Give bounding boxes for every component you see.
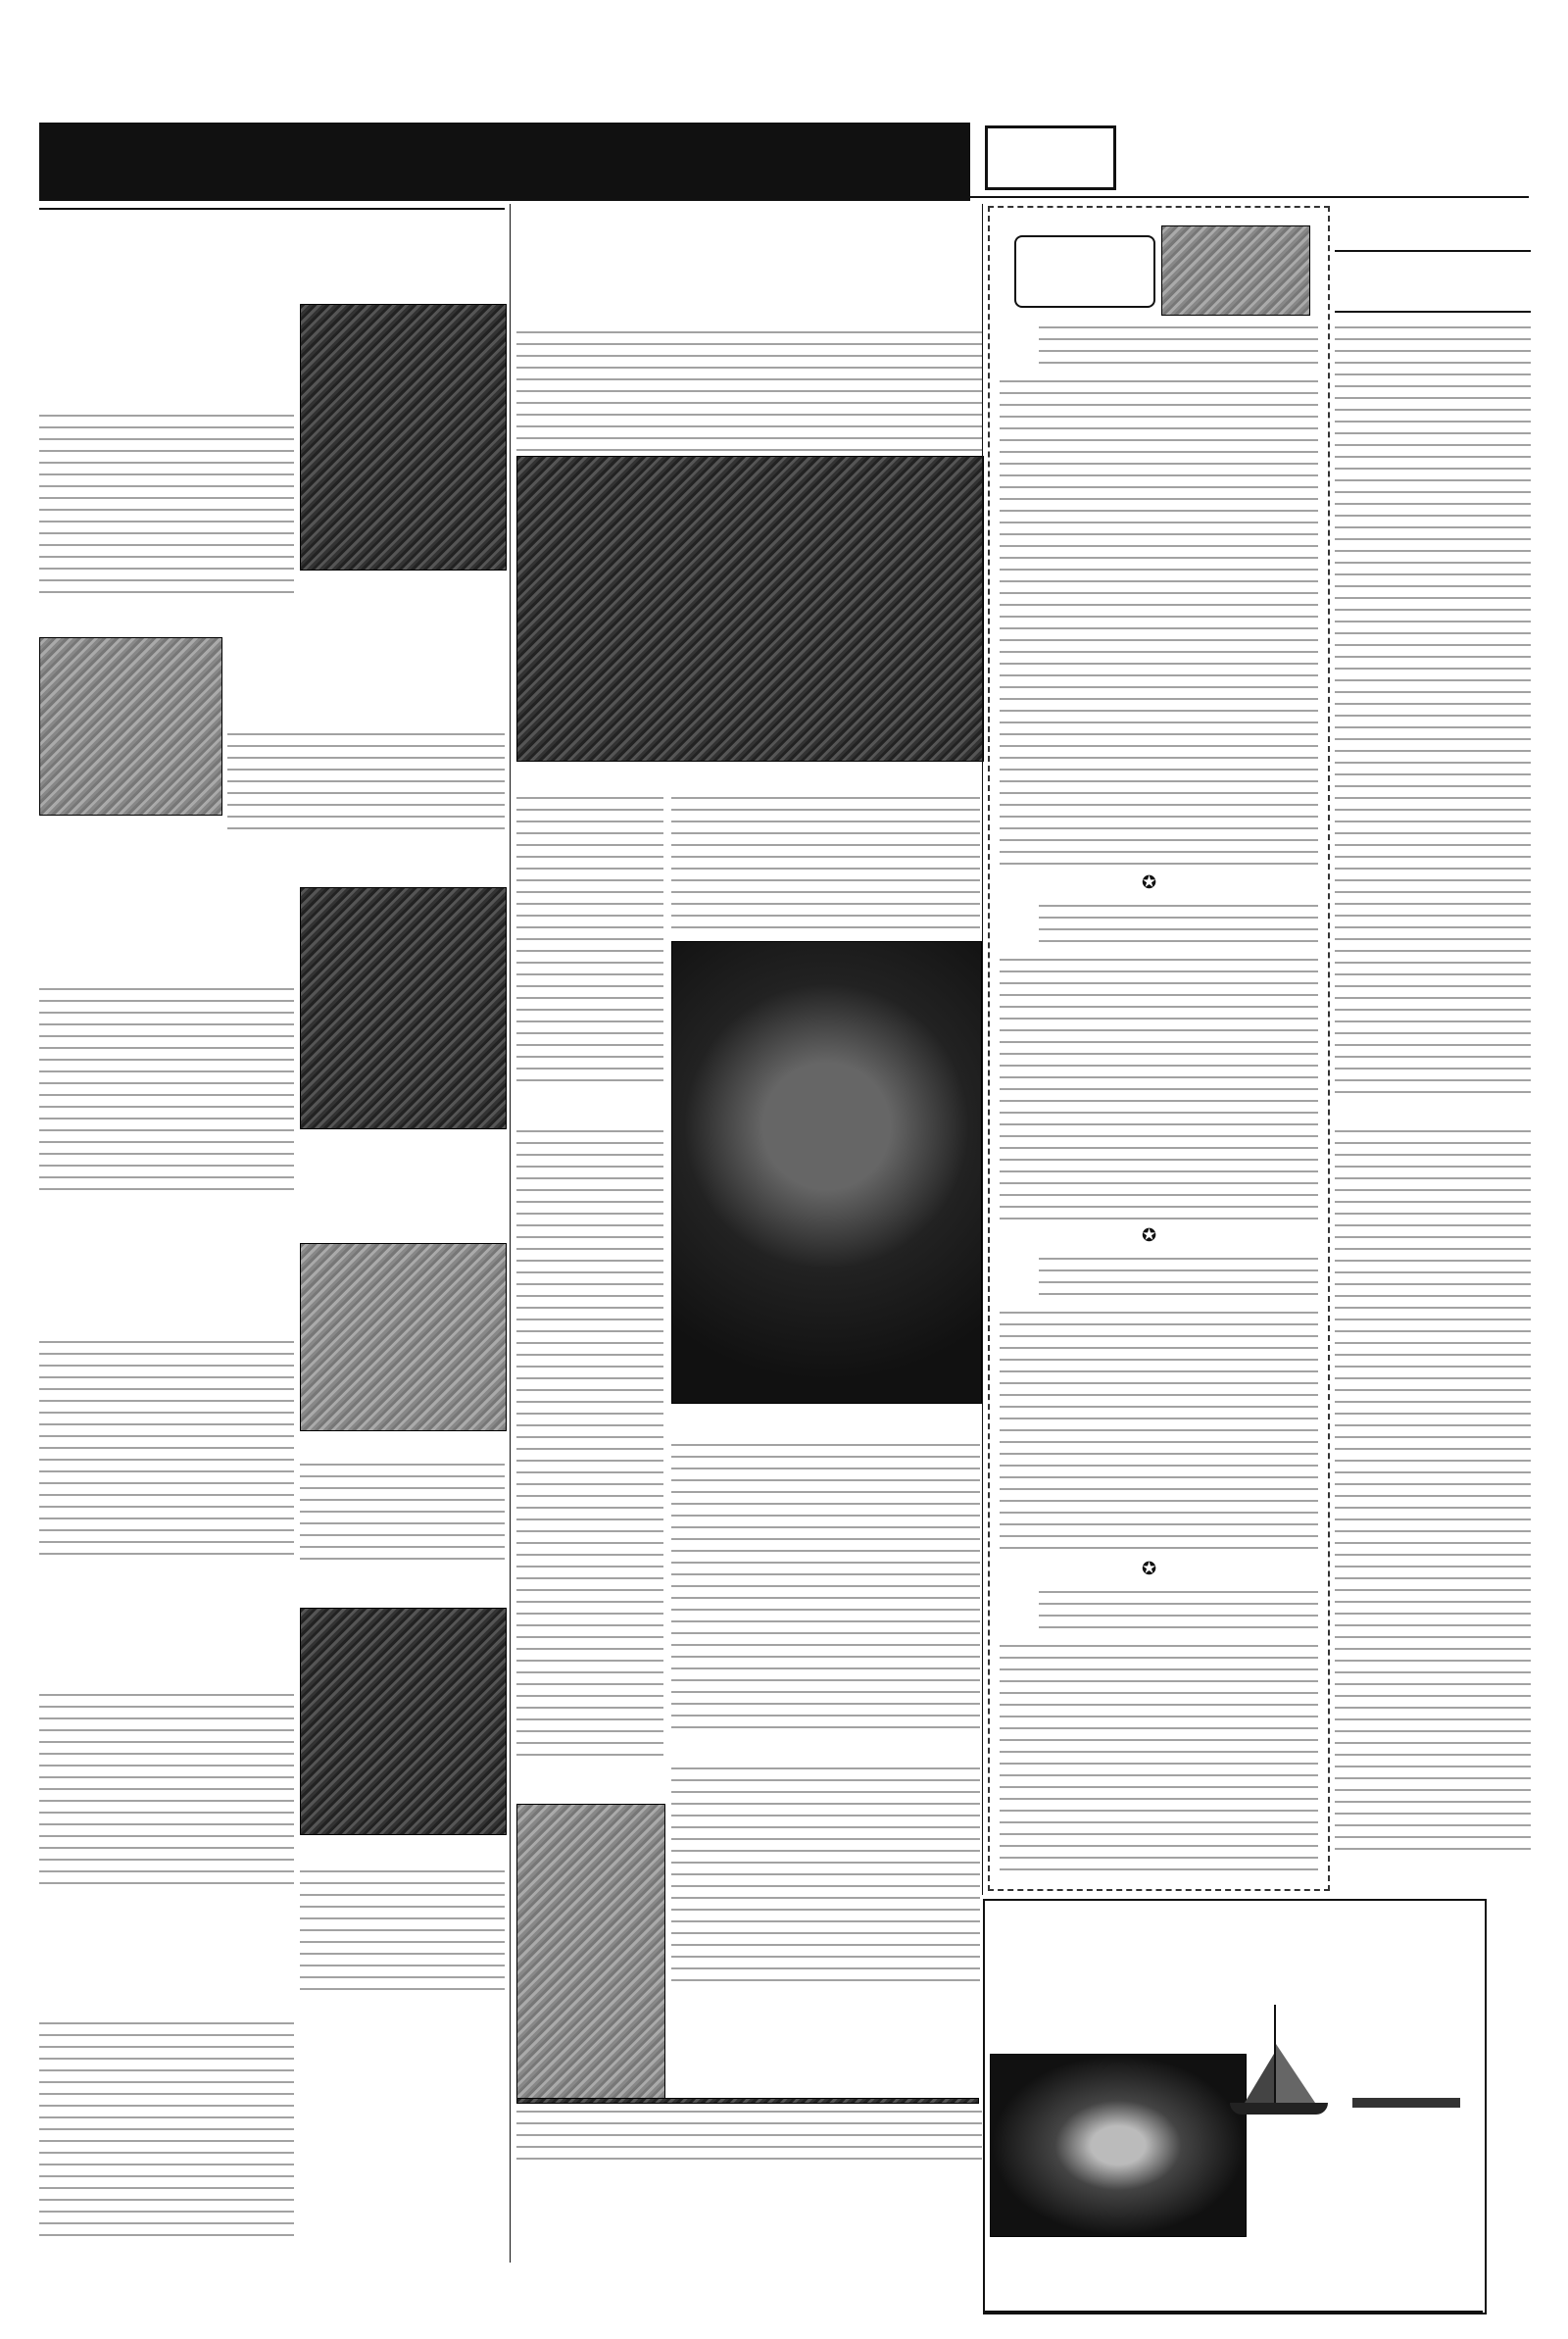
film2-photo (39, 637, 222, 816)
film5-text-right (300, 1867, 505, 1995)
center-photo-1 (516, 456, 984, 762)
film6-text (39, 2019, 294, 2245)
studio-text (1000, 377, 1318, 868)
ship-hull (1230, 2103, 1328, 2115)
center-text-col2 (671, 794, 980, 931)
sail-right (1276, 2044, 1315, 2103)
studio-text (1000, 1642, 1318, 1877)
film4-text-right (300, 1461, 505, 1564)
portrait-photo (671, 941, 982, 1404)
section-title (39, 204, 505, 210)
steamer-image (1352, 2039, 1460, 2108)
separator-icon: ✪ (1142, 1559, 1157, 1579)
center-text-col2b (671, 1441, 980, 1735)
studio-text (1000, 1309, 1318, 1554)
header-rule (39, 196, 1529, 198)
sidebar-text (1335, 323, 1531, 1098)
film1-photo (300, 304, 507, 571)
center-text-col2c (671, 1765, 980, 1990)
studio-stamp (1014, 235, 1155, 308)
center-text-col1 (516, 794, 663, 1088)
studio-text (1039, 902, 1318, 951)
film3-text (39, 985, 294, 1196)
engine-image (990, 2054, 1247, 2237)
column-divider (982, 204, 983, 1895)
bottom-photo-rule (516, 2098, 979, 2104)
separator-icon: ✪ (1142, 872, 1157, 893)
studio-photo (1161, 225, 1310, 316)
center-intro-text (516, 328, 982, 451)
page-banner (39, 123, 970, 201)
film4-photo (300, 1243, 507, 1431)
film5-text (39, 1691, 294, 1887)
film1-text (39, 412, 294, 598)
film2-text (227, 730, 505, 838)
studio-text (1000, 956, 1318, 1220)
sidebar-text (1335, 1127, 1531, 1853)
sidebar-title (1335, 250, 1531, 313)
film5-photo (300, 1608, 507, 1835)
ad-rule (983, 2311, 1483, 2313)
bottom-photo (516, 1804, 665, 2100)
separator-icon: ✪ (1142, 1225, 1157, 1246)
studio-text (1039, 323, 1318, 373)
film4-text (39, 1338, 294, 1564)
newspaper-box (985, 125, 1116, 190)
studio-text (1039, 1588, 1318, 1637)
column-divider (510, 204, 511, 2263)
center-headline (516, 225, 982, 294)
center-text-col1b (516, 1127, 663, 1765)
film3-photo (300, 887, 507, 1129)
center-bottom-text (516, 2108, 982, 2166)
studio-text (1039, 1255, 1318, 1304)
sail-left (1245, 2054, 1274, 2103)
